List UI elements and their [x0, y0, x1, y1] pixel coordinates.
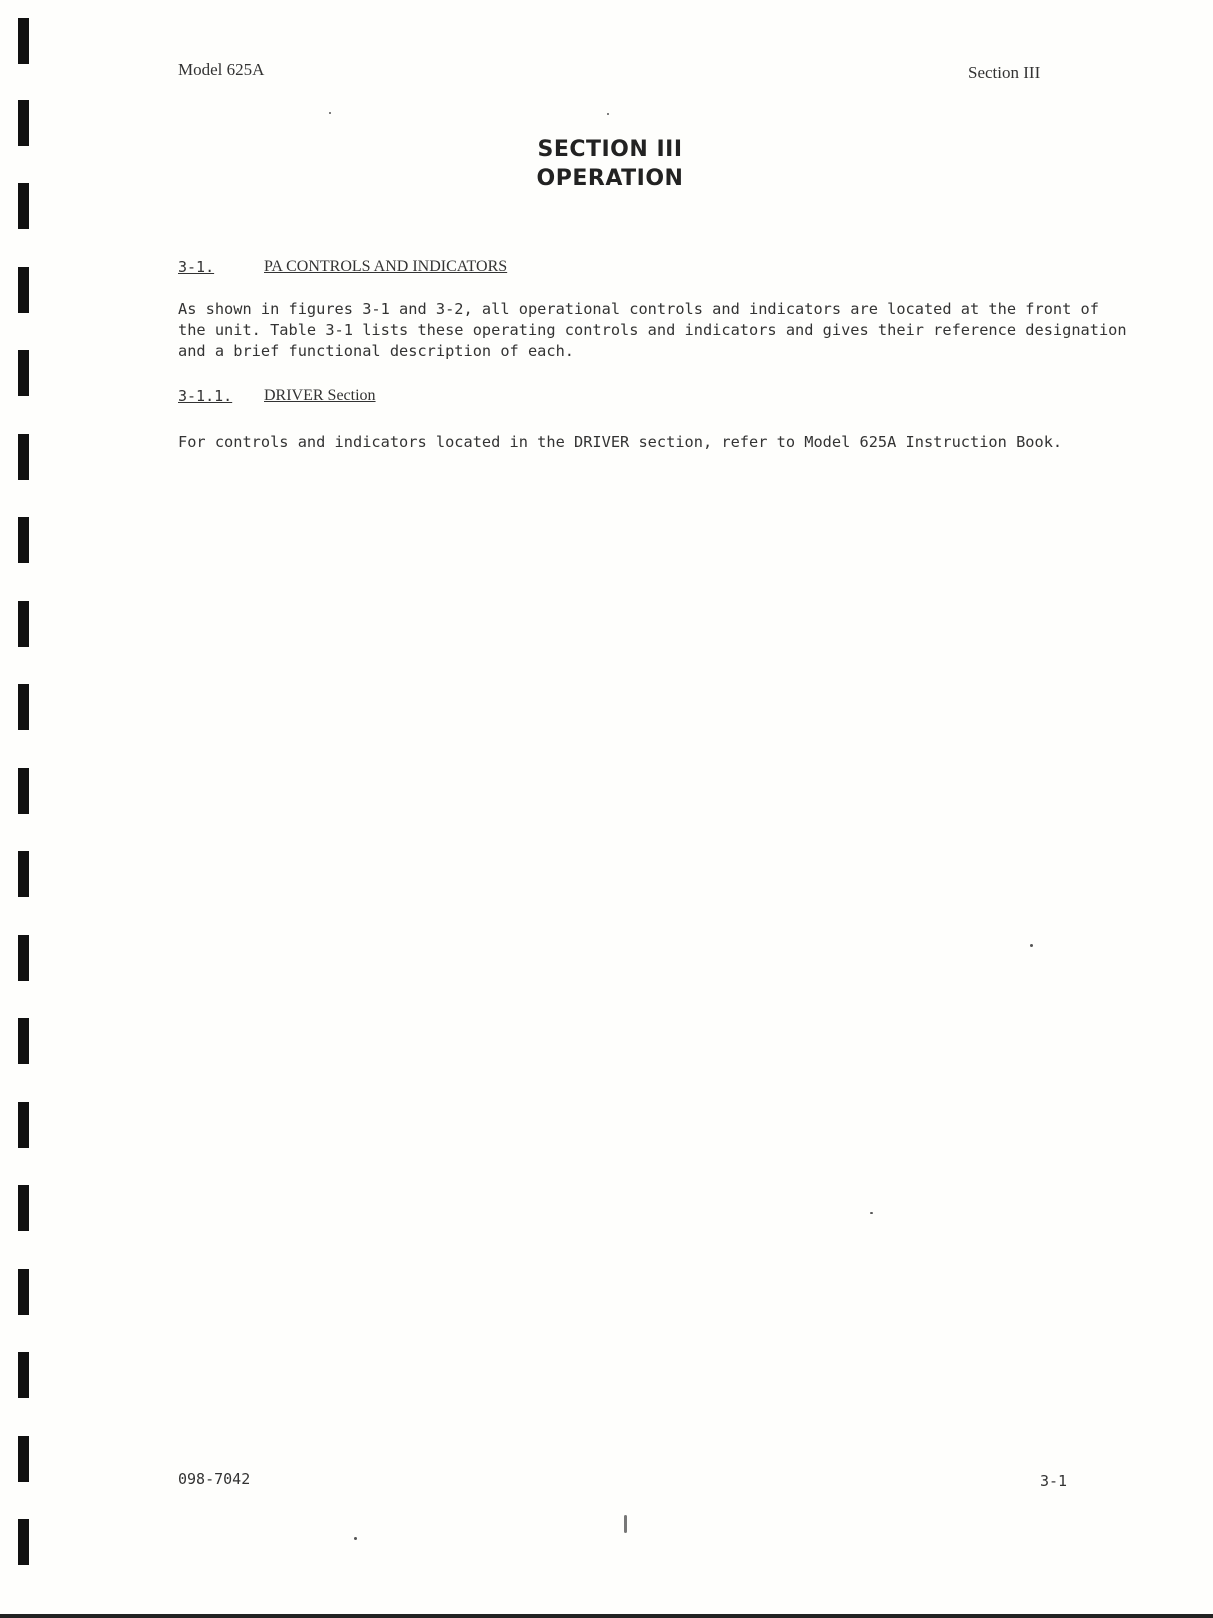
scan-edge: [0, 1614, 1213, 1618]
scan-speck: [624, 1515, 627, 1533]
section-title-line2: OPERATION: [536, 166, 684, 191]
binding-hole: [18, 1519, 29, 1565]
binding-hole: [18, 18, 29, 64]
binding-hole: [18, 434, 29, 480]
section-title: [480, 135, 740, 193]
paragraph-3-1: As shown in figures 3-1 and 3-2, all operational controls and indicators are located at the front of the unit. Table 3-1 lists these operating controls and indicators and gives their reference designation and a brief functional description of each.: [178, 300, 1127, 360]
heading-number: 3-1.1.: [178, 387, 233, 405]
heading-text: DRIVER Section: [264, 387, 376, 404]
binding-hole: [18, 1269, 29, 1315]
scan-speck: [1030, 944, 1033, 947]
footer-doc-number: 098-7042: [178, 1470, 251, 1488]
scan-speck: [354, 1537, 357, 1540]
binding-hole: [18, 517, 29, 563]
heading-text: PA CONTROLS AND INDICATORS: [264, 258, 508, 275]
heading-3-1: [178, 258, 508, 276]
section-title-line1: SECTION III: [537, 137, 683, 162]
heading-3-1-1: [178, 387, 376, 405]
binding-hole: [18, 935, 29, 981]
binding-hole: [18, 768, 29, 814]
binding-holes: [18, 0, 30, 1618]
scan-speck: [329, 112, 331, 114]
binding-hole: [18, 684, 29, 730]
binding-hole: [18, 267, 29, 313]
header-section: Section III: [968, 63, 1041, 82]
binding-hole: [18, 1102, 29, 1148]
paragraph-3-1-1: For controls and indicators located in the DRIVER section, refer to Model 625A Instruction Book.: [178, 433, 1063, 451]
header-model: Model 625A: [178, 60, 265, 79]
heading-number: 3-1.: [178, 258, 215, 276]
binding-hole: [18, 100, 29, 146]
scan-speck: [870, 1212, 873, 1214]
binding-hole: [18, 1436, 29, 1482]
footer-page-number: 3-1: [1040, 1472, 1068, 1490]
binding-hole: [18, 1018, 29, 1064]
binding-hole: [18, 601, 29, 647]
binding-hole: [18, 1185, 29, 1231]
binding-hole: [18, 851, 29, 897]
binding-hole: [18, 350, 29, 396]
binding-hole: [18, 1352, 29, 1398]
scan-speck: [607, 113, 609, 115]
binding-hole: [18, 183, 29, 229]
